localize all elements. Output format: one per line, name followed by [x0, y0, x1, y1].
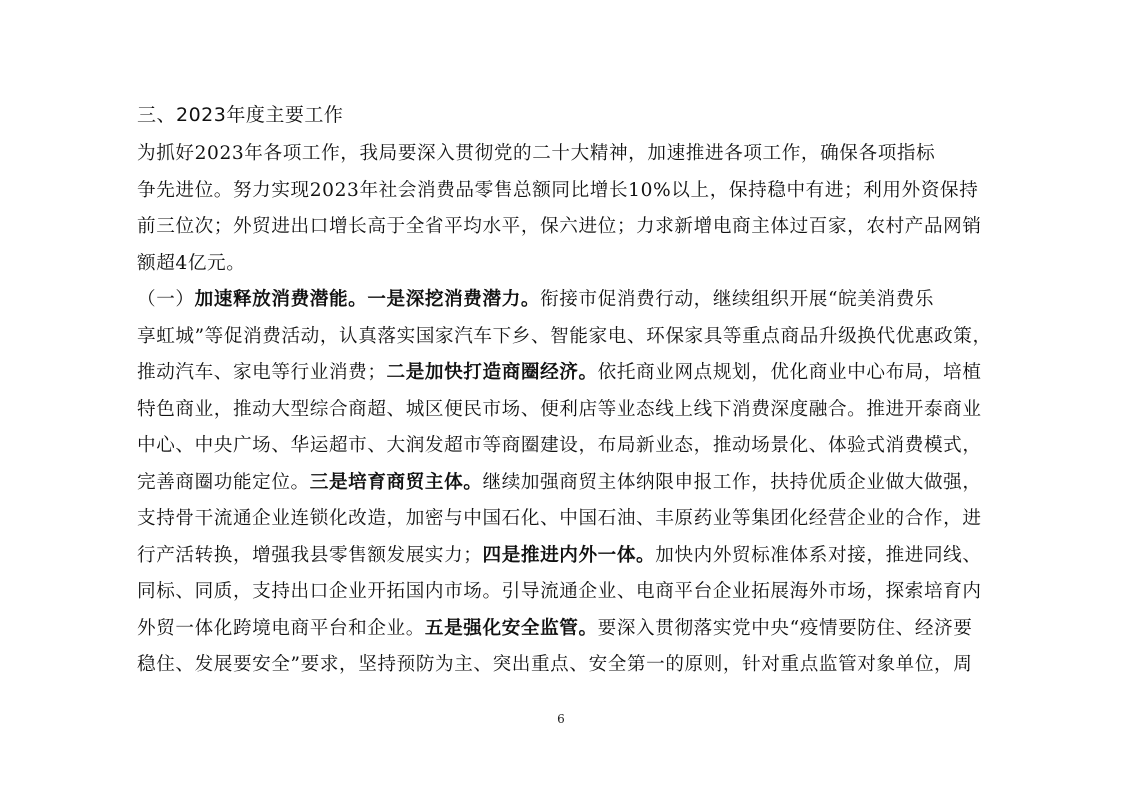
- bold-subheading: 四是推进内外一体。: [482, 544, 656, 566]
- paragraph-text: 外贸一体化跨境电商平台和企业。: [137, 617, 425, 639]
- page-content: [137, 100, 1027, 684]
- paragraph-intro: [137, 136, 1027, 282]
- paragraph-consumption: [137, 282, 1027, 684]
- paragraph-line: [137, 538, 1027, 575]
- paragraph-text: 行产活转换，增强我县零售额发展实力；: [137, 544, 483, 566]
- paragraph-line: 额超4亿元。: [137, 252, 246, 274]
- paragraph-line: 特色商业，推动大型综合商超、城区便民市场、便利店等业态线上线下消费深度融合。推进开泰商业: [137, 398, 982, 420]
- paragraph-line: [137, 355, 1027, 392]
- page-number: 6: [557, 712, 565, 726]
- paragraph-line: [137, 282, 1027, 319]
- paragraph-line: 争先进位。努力实现2023年社会消费品零售总额同比增长10%以上，保持稳中有进；利用外资保持: [137, 179, 979, 201]
- paragraph-line: 为抓好2023年各项工作，我局要深入贯彻党的二十大精神，加速推进各项工作，确保各项指标: [137, 143, 936, 164]
- paragraph-line: 支持骨干流通企业连锁化改造，加密与中国石化、中国石油、丰原药业等集团化经营企业的合作，进: [137, 508, 982, 529]
- paragraph-text: 加快内外贸标准体系对接，推进同线、: [655, 544, 982, 566]
- bold-subheading: 五是强化安全监管。: [424, 617, 598, 639]
- paragraph-text: 推动汽车、家电等行业消费；: [137, 362, 387, 383]
- paragraph-text: 要深入贯彻落实党中央“疫情要防住、经济要: [597, 617, 973, 639]
- paragraph-text: 衔接市促消费行动，继续组织开展“皖美消费乐: [540, 289, 935, 310]
- paragraph-text: 完善商圈功能定位。: [137, 471, 310, 493]
- section-heading: 三、2023年度主要工作: [137, 104, 344, 126]
- paragraph-line: [137, 465, 1027, 502]
- bold-subheading: 三是培育商贸主体。: [309, 471, 483, 493]
- paragraph-line: 中心、中央广场、华运超市、大润发超市等商圈建设，布局新业态，推动场景化、体验式消费模式，: [137, 435, 982, 456]
- paragraph-line: [137, 611, 1027, 648]
- bold-subheading: 二是加快打造商圈经济。: [386, 362, 598, 383]
- section-number: （一）: [137, 289, 195, 310]
- paragraph-text: 依托商业网点规划，优化商业中心布局，培植: [597, 362, 982, 383]
- bold-subheading: 加速释放消费潜能。一是深挖消费潜力。: [194, 289, 541, 310]
- paragraph-text: 继续加强商贸主体纳限申报工作，扶持优质企业做大做强，: [482, 471, 982, 493]
- paragraph-line: 前三位次；外贸进出口增长高于全省平均水平，保六进位；力求新增电商主体过百家，农村产品网销: [137, 216, 982, 237]
- paragraph-line: 稳住、发展要安全”要求，坚持预防为主、突出重点、安全第一的原则，针对重点监管对象单位，周: [137, 654, 973, 675]
- paragraph-line: 享虹城”等促消费活动，认真落实国家汽车下乡、智能家电、环保家具等重点商品升级换代优惠政策，: [137, 325, 992, 347]
- paragraph-line: 同标、同质，支持出口企业开拓国内市场。引导流通企业、电商平台企业拓展海外市场，探索培育内: [137, 581, 982, 602]
